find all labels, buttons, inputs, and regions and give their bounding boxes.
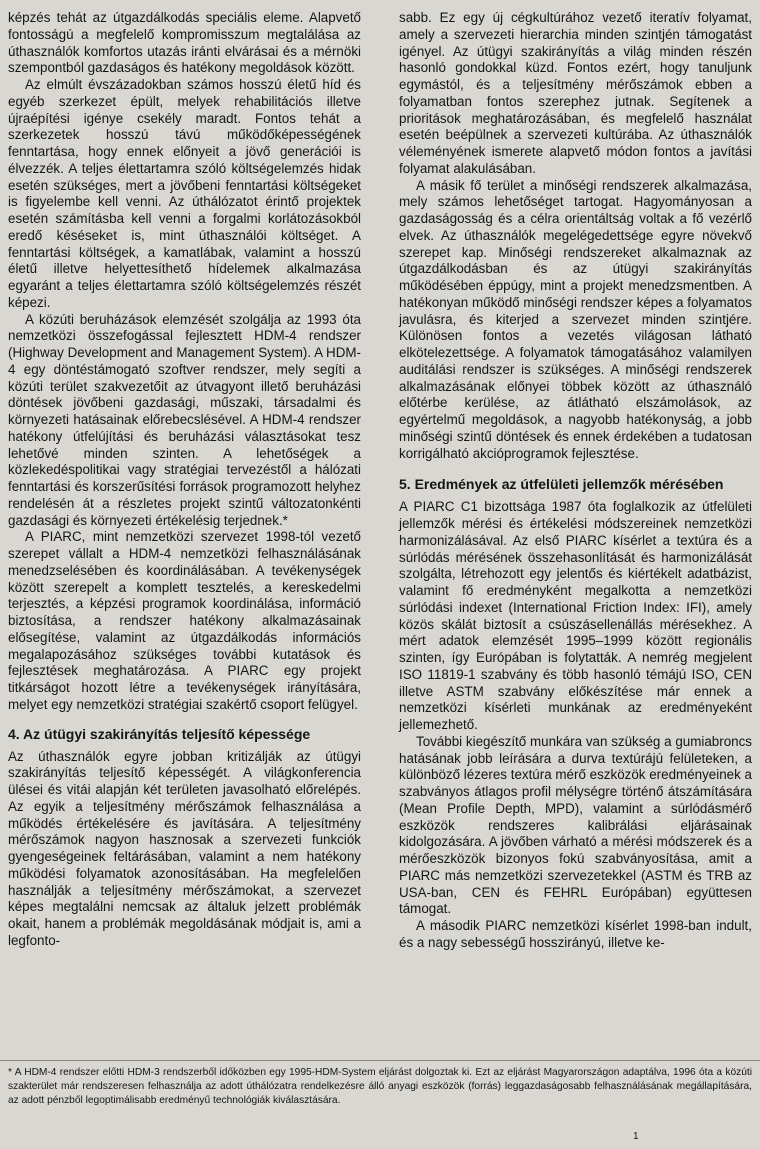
paragraph: A PIARC C1 bizottsága 1987 óta foglalkozik az útfelületi jellemzők mérési és értékelési módszereinek nemzetközi harmonizálásával. Az első PIARC kísérlet a textúra és a súrlódás mérésének összehasonlítását és harmonizálását szolgálta, létrehozott egy jelentős és kiértékelt adatbázist, valamint fő eredményként megalkotta a nemzetközi súrlódási indexet (International Friction Index: IFI), amely közös skálát biztosít a csúszásellenállás mérésekhez. A mért adatok elemzését 1995–1999 között regionális szinten, így Európában is folytatták. A nemrég megjelent ISO 11819-1 szabvány és több hasonló témájú ISO, CEN illetve ASTM szabvány előkészítése már ennek a nemzetközi kísérleti munkának az eredményeként jellemezhető. — [399, 499, 752, 732]
left-column — [8, 10, 361, 950]
paragraph: A másik fő terület a minőségi rendszerek alkalmazása, mely számos lehetőséget tartogat. Hagyományosan a gazdaságosság és a célra orientáltság voltak a fő vezérlő elvek. Az úthasználók megelégedettsége egyre növekvő szerepet kap. Minőségi rendszereket alkalmaznak az útgazdálkodásban és az útügyi szakirányítás működésében éppúgy, mint a projekt menedzsmentben. A hatékonyan működő minőségi rendszer képes a folyamatos javulásra, és kiterjed a szervezet minden szintjére. Különösen fontos a vezetés világosan látható elkötelezettsége. A folyamatok támogatásához valamilyen auditálási rendszer is szükséges. A minőségi rendszerek alkalmazásának előnyei többek között az úthasználó előtérbe kerülése, az átlátható elszámolások, az egyértelmű megoldások, a nagyobb hatékonyság, a jobb minőségi szintű döntések és ennek érdekében a tudatosan korrigálható akcióprogramok fejlesztése. — [399, 177, 752, 461]
paragraph: képzés tehát az útgazdálkodás speciális eleme. Alapvető fontosságú a megfelelő kompromisszum megtalálása az úthasználók komfortos utazás iránti elvárásai és a mérnöki szempontból gazdaságos és hatékony megoldások között. — [8, 10, 361, 76]
section-heading-5: 5. Eredmények az útfelületi jellemzők mérésében — [399, 476, 724, 493]
footnote: * A HDM-4 rendszer előtti HDM-3 rendszerből időközben egy 1995-HDM-System eljárást dolgoztak ki. Ezt az eljárást Magyarországon adaptálva, 1996 óta a közúti szakterület már rendszeresen felhasználja az adott úthálózatra rendelkezésre álló anyagi eszközök (forrás) leggazdaságosabb felhasználásának megállapítására, az adott pénzből legoptimálisabb eredményű technológiák kiválasztására. — [8, 1067, 752, 1106]
paragraph: A közúti beruházások elemzését szolgálja az 1993 óta nemzetközi összefogással fejlesztett HDM-4 rendszer (Highway Development and Management System). A HDM-4 egy döntéstámogató szoftver rendszer, mely segíti a közúti terület szakvezetőit az útvagyont illető beruházási döntések jövőbeni gazdasági, műszaki, társadalmi és környezeti hatásainak előrebecslésével. A HDM-4 rendszer hatékony útfelújítási és beruházási választásokat tesz lehetővé minden szinten. A lehetőségek a közlekedéspolitikai vagy stratégiai tervezéstől a hálózati fenntartási és korszerűsítési források programozott helyhez rendelésén át a részletes projekt szintű változatonkénti gazdasági és környezeti értékelésig terjednek.* — [8, 311, 361, 528]
paragraph: A PIARC, mint nemzetközi szervezet 1998-tól vezető szerepet vállalt a HDM-4 nemzetközi felhasználásának menedzselésében és koordinálásában. A tevékenységek között szerepelt a komplett tesztelés, a kereskedelmi terjesztés, a képzési programok koordinálása, információ biztosítása, a rendszer hatékony alkalmazásainak elősegítése, valamint az útgazdálkodás információs megalapozásához szükséges további kutatások és fejlesztések meghatározása. A PIARC egy projekt titkárságot hozott létre a tevékenységek irányítására, melyet egy nemzetközi stratégiai szakértő csoport felügyel. — [8, 529, 361, 712]
paragraph: A második PIARC nemzetközi kísérlet 1998-ban indult, és a nagy sebességű hosszirányú, illetve ke- — [399, 918, 752, 950]
paragraph: Az úthasználók egyre jobban kritizálják az útügyi szakirányítás teljesítő képességét. A világkonferencia ülései és vitái alapján két területen javasolható előrelépés. Az egyik a teljesítmény mérőszámok felhasználása a működés értékelésére és javítására. A teljesítmény mérőszámok nagyon hasznosak a szervezeti funkciók gyengeségeinek feltárásában, valamint a nem hatékony működési folyamatok azonosításában. Ha megfelelően használják a teljesítmény mérőszámokat, a szervezet képes megtalálni nemcsak az általuk jelzett problémák okait, hanem a problémák megoldásának módjait is, ami a legfonto- — [8, 748, 361, 948]
section-heading-4: 4. Az útügyi szakirányítás teljesítő képessége — [8, 725, 311, 742]
paragraph: sabb. Ez egy új cégkultúrához vezető iteratív folyamat, amely a szervezeti hierarchia minden szintjén támogatást igényel. Az útügyi szakirányítás a világ minden részén hasonló gondokkal küzd. Fontos ezért, hogy tanuljunk egymástól, és a teljesítmény mérőszámok ebben a folyamatban fontos szerephez jutnak. Segítenek a prioritások meghatározásában, és megfelelő használat esetén beépülnek a szervezeti kultúrába. Az úthasználók véleményének ismerete alapvető módon fontos a javítási folyamat alakulásában. — [399, 10, 752, 176]
right-column — [399, 10, 752, 952]
paragraph: További kiegészítő munkára van szükség a gumiabroncs hatásának jobb leírására a durva textúrájú felületeken, a különböző lézeres textúra mérő eszközök eredményeinek a szabványos átlagos profil mélységre történő átszámítására (Mean Profile Depth, MPD), valamint a súrlódásmérő eszközök rendszeres kalibrálási eljárásainak kidolgozására. A jövőben várható a mérési módszerek és a mérőeszközök bizonyos fokú szabványosítása, amit a PIARC más nemzetközi szervezetekkel (ASTM és TRB az USA-ban, CEN és FEHRL Európában) együttesen támogat. — [399, 733, 752, 917]
paragraph: Az elmúlt évszázadokban számos hosszú életű híd és egyéb szerkezet épült, melyek rehabilitációs illetve újraépítési igénye csekély maradt. Fontos tehát a szerkezetek hosszú távú működőképességének fenntartása, hogy ennek előnyeit a jövő generációi is élvezzék. A teljes élettartamra szóló költségelemzés hidak esetén szükséges, mert a jövőbeni fenntartási költségeket is figyelembe kell venni. Az úthálózatot érintő projektek esetén számításba kell venni a forgalmi korlátozásokból eredő késéseket is, mint úthasználói költséget. A fenntartási költségek, a kamatlábak, valamint a hosszú életű illetve helyettesíthető hídelemek alkalmazása egyaránt a teljes élettartamra szóló költségelemzés részét képezi. — [8, 77, 361, 310]
page-number: 1 — [633, 1131, 639, 1142]
footnote-divider — [0, 1060, 760, 1061]
